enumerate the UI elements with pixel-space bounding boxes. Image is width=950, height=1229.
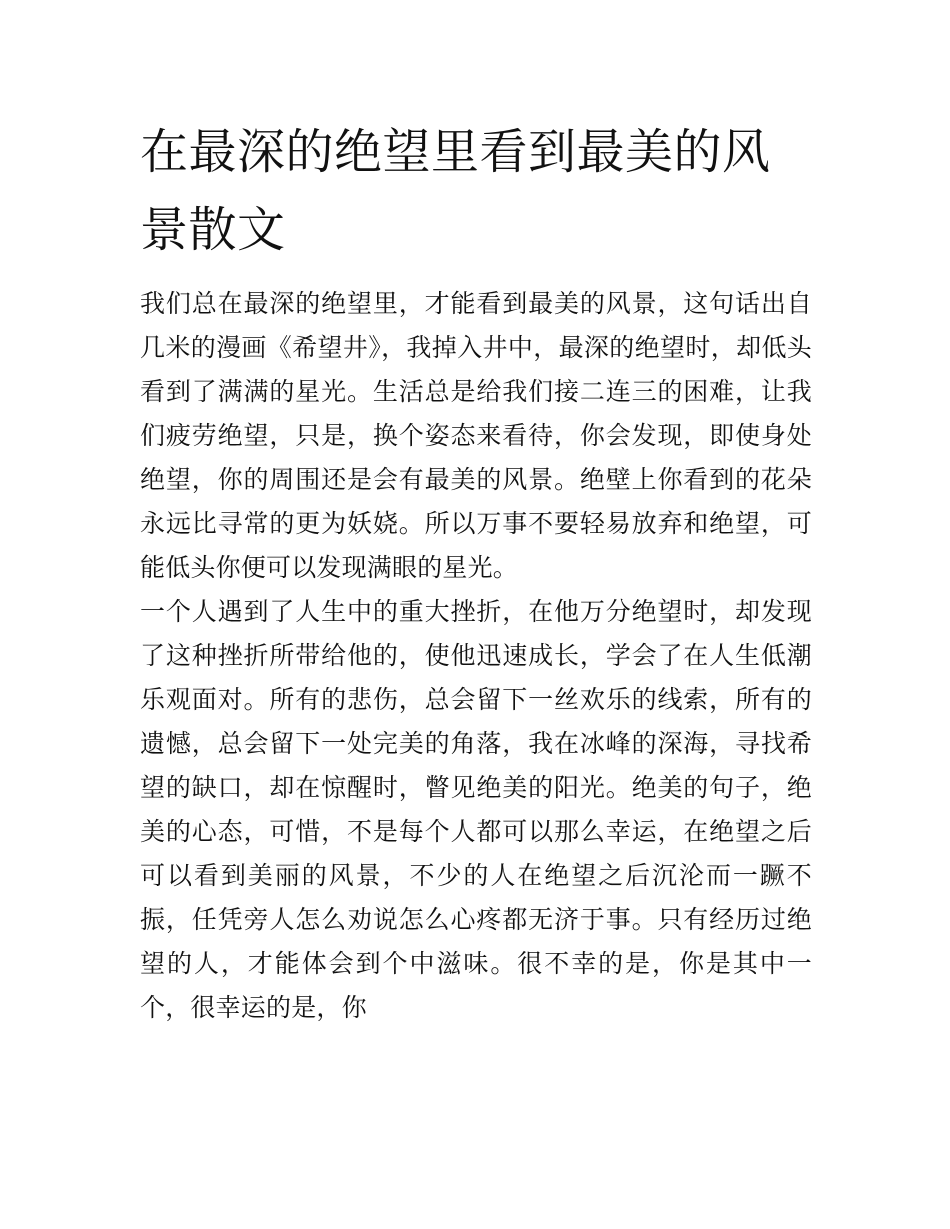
paragraph: 一个人遇到了人生中的重大挫折，在他万分绝望时，却发现了这种挫折所带给他的，使他迅速成长，学会了在人生低潮乐观面对。所有的悲伤，总会留下一丝欢乐的线索，所有的遗憾，总会留下一处完美的角落，我在冰峰的深海，寻找希望的缺口，却在惊醒时，瞥见绝美的阳光。绝美的句子，绝美的心态，可惜，不是每个人都可以那么幸运，在绝望之后可以看到美丽的风景，不少的人在绝望之后沉沦而一蹶不振，任凭旁人怎么劝说怎么心疼都无济于事。只有经历过绝望的人，才能体会到个中滋味。很不幸的是，你是其中一个，很幸运的是，你 bbox=[140, 597, 812, 1022]
document-title: 在最深的绝望里看到最美的风景散文 bbox=[140, 124, 771, 258]
document-body bbox=[140, 282, 812, 1030]
paragraph: 我们总在最深的绝望里，才能看到最美的风景，这句话出自几米的漫画《希望井》，我掉入井中，最深的绝望时，却低头看到了满满的星光。生活总是给我们接二连三的困难，让我们疲劳绝望，只是，换个姿态来看待，你会发现，即使身处绝望，你的周围还是会有最美的风景。绝壁上你看到的花朵永远比寻常的更为妖娆。所以万事不要轻易放弃和绝望，可能低头你便可以发现满眼的星光。 bbox=[140, 289, 812, 582]
